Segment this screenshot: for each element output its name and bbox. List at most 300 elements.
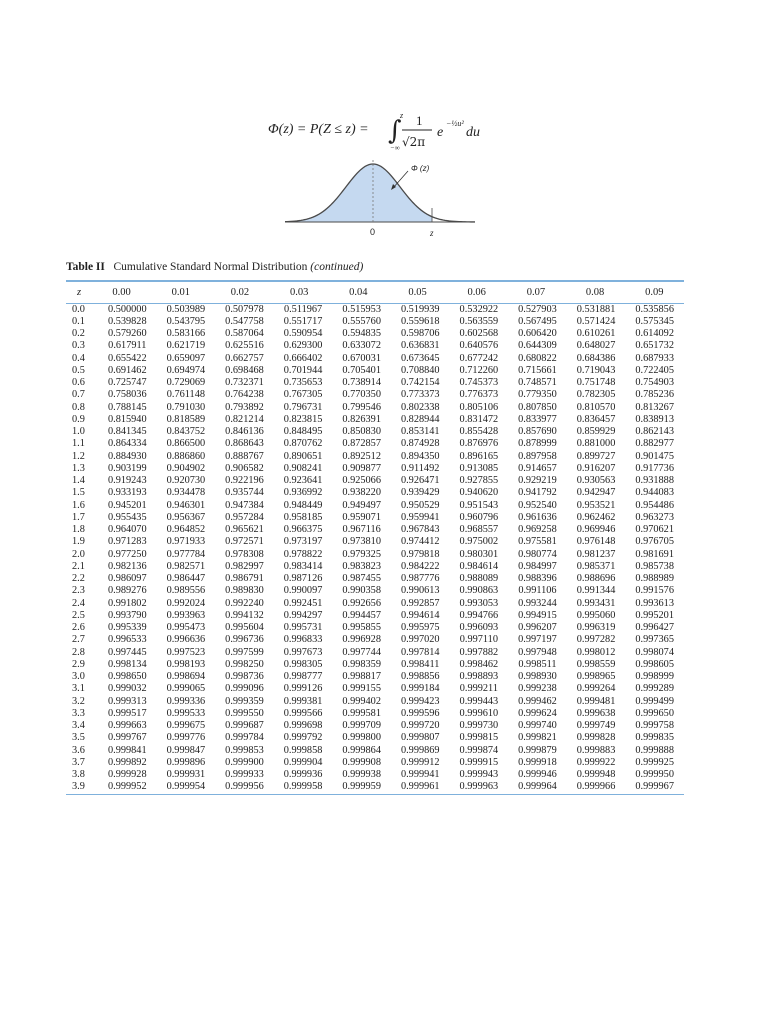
cell-value: 0.999853 [225,744,264,756]
cell-value: 0.999032 [107,683,147,695]
table-row [66,389,684,401]
cell-value: 0.985371 [576,560,616,572]
table-row [66,683,684,695]
cell-value: 0.644309 [518,340,557,352]
cell-value: 0.999958 [283,781,323,793]
cell-value: 0.959941 [400,511,440,523]
cell-value: 0.999928 [107,769,147,780]
cell-value: 0.999740 [518,720,557,731]
cell-value: 0.933193 [107,487,147,499]
cell-value: 0.999481 [576,695,616,707]
cell-value: 0.979325 [342,548,381,560]
cell-value: 0.999952 [107,781,147,793]
cell-value: 0.995975 [400,622,440,633]
cell-value: 0.515953 [342,303,381,315]
table-row [66,708,684,720]
cell-value: 0.997882 [459,646,499,658]
cell-value: 0.500000 [107,303,147,315]
cell-value: 0.959071 [342,511,381,523]
cell-value: 0.999443 [459,695,499,707]
cell-value: 0.995473 [166,622,206,633]
table-row [66,720,684,732]
column-header: 0.00 [112,286,131,298]
cell-value: 0.888767 [225,450,264,462]
table-row [66,426,684,438]
cell-value: 0.767305 [283,389,323,401]
cell-value: 0.998930 [518,671,557,682]
cell-value: 0.796731 [283,401,323,413]
cell-value: 0.870762 [283,438,323,450]
cell-value: 0.997020 [400,634,440,646]
cell-value: 0.998650 [107,671,147,682]
cell-value: 0.751748 [576,377,616,388]
cell-value: 0.962462 [576,511,616,523]
table-row [66,647,684,659]
cell-value: 0.993431 [576,597,616,609]
cell-value: 0.983823 [342,560,381,572]
table-row [66,561,684,573]
cell-value: 0.677242 [459,352,499,364]
cell-value: 0.770350 [342,389,381,401]
table-row [66,585,684,597]
row-z-value: 2.0 [72,548,85,560]
cell-value: 0.999964 [518,781,557,793]
cell-value: 0.988696 [576,573,616,584]
row-z-value: 0.1 [72,315,85,327]
table-row [66,316,684,328]
cell-value: 0.848495 [283,426,323,437]
cell-value: 0.926471 [400,475,440,486]
cell-value: 0.955435 [107,511,147,523]
cell-value: 0.981691 [635,548,674,560]
cell-value: 0.633072 [342,340,381,352]
cell-value: 0.563559 [459,315,499,327]
cell-value: 0.999941 [400,769,440,780]
cell-value: 0.958185 [283,511,323,523]
cell-value: 0.973197 [283,536,323,548]
cell-value: 0.680822 [518,352,557,364]
cell-value: 0.998817 [342,671,381,682]
cell-value: 0.998694 [166,671,206,682]
table-row [66,671,684,683]
cell-value: 0.818589 [166,413,206,425]
cell-value: 0.996636 [166,634,206,646]
table-row [66,487,684,499]
cell-value: 0.503989 [166,303,206,315]
table-row [66,659,684,671]
cell-value: 0.996207 [518,622,557,633]
cell-value: 0.952540 [518,499,557,511]
column-header: 0.08 [585,286,605,298]
cell-value: 0.776373 [459,389,499,401]
cell-value: 0.994457 [342,609,381,621]
row-z-value: 1.2 [72,450,85,462]
cell-value: 0.621719 [166,340,206,352]
cell-value: 0.939429 [400,487,440,499]
cell-value: 0.594835 [342,328,381,339]
cell-value: 0.583166 [166,328,206,339]
cell-value: 0.999184 [400,683,440,695]
cell-value: 0.998359 [342,658,381,670]
cell-value: 0.999936 [283,769,323,780]
cell-value: 0.614092 [635,328,674,339]
row-z-value: 2.8 [72,646,85,658]
cell-value: 0.846136 [225,426,264,437]
cell-value: 0.983414 [283,560,323,572]
cell-value: 0.841345 [107,426,147,437]
cell-value: 0.876976 [459,438,499,450]
cell-value: 0.964852 [166,524,206,535]
cell-value: 0.999359 [225,695,264,707]
cell-value: 0.911492 [401,462,440,474]
cell-value: 0.984222 [400,560,440,572]
cell-value: 0.997599 [225,646,264,658]
cell-value: 0.859929 [576,426,616,437]
cell-value: 0.555760 [342,315,381,327]
cell-value: 0.998193 [166,658,206,670]
cell-value: 0.940620 [459,487,499,499]
cell-value: 0.732371 [225,377,264,388]
cell-value: 0.986791 [225,573,264,584]
row-z-value: 0.2 [72,328,85,339]
cell-value: 0.967843 [400,524,440,535]
cell-value: 0.666402 [283,352,323,364]
cell-value: 0.999815 [459,732,499,744]
cell-value: 0.625516 [225,340,264,352]
row-z-value: 1.6 [72,499,85,511]
cell-value: 0.998462 [459,658,499,670]
cell-value: 0.999938 [342,769,381,780]
cell-value: 0.999956 [225,781,264,793]
cell-value: 0.999211 [459,683,498,695]
cell-value: 0.996736 [225,634,264,646]
cell-value: 0.996427 [635,622,674,633]
axis-z-label: z [430,228,434,238]
cell-value: 0.729069 [166,377,206,388]
cell-value: 0.673645 [400,352,440,364]
cell-value: 0.982997 [225,560,264,572]
cell-value: 0.991576 [635,585,674,597]
cell-value: 0.999096 [225,683,264,695]
table-row [66,377,684,389]
cell-value: 0.990358 [342,585,381,597]
row-z-value: 3.9 [72,781,85,793]
cell-value: 0.999675 [166,720,206,731]
cell-value: 0.670031 [342,352,381,364]
cell-value: 0.999638 [576,707,616,719]
row-z-value: 3.1 [72,683,85,695]
cell-value: 0.999624 [518,707,557,719]
cell-value: 0.519939 [400,303,440,315]
column-header: 0.07 [526,286,546,298]
cell-value: 0.999155 [342,683,381,695]
cell-value: 0.988089 [459,573,499,584]
table-bottom-rule [66,794,684,796]
cell-value: 0.535856 [635,303,674,315]
table-row [66,438,684,450]
cell-value: 0.590954 [283,328,323,339]
cell-value: 0.934478 [166,487,206,499]
cell-value: 0.997744 [342,646,381,658]
cell-value: 0.567495 [518,315,557,327]
cell-value: 0.999943 [459,769,499,780]
cell-value: 0.999767 [107,732,147,744]
cell-value: 0.999800 [342,732,381,744]
row-z-value: 3.4 [72,720,85,731]
cell-value: 0.742154 [400,377,440,388]
cell-value: 0.511967 [283,303,323,315]
cell-value: 0.982136 [107,560,147,572]
cell-value: 0.999918 [518,756,557,768]
cell-value: 0.799546 [342,401,381,413]
cell-value: 0.973810 [342,536,381,548]
cell-value: 0.629300 [283,340,323,352]
cell-value: 0.968557 [459,524,499,535]
cell-value: 0.864334 [107,438,147,450]
row-z-value: 0.9 [72,413,85,425]
cell-value: 0.997282 [576,634,616,646]
cell-value: 0.791030 [166,401,206,413]
cell-value: 0.853141 [400,426,440,437]
column-header: 0.09 [645,286,664,298]
cell-value: 0.998965 [576,671,616,682]
column-header: 0.06 [467,286,486,298]
cell-value: 0.698468 [225,364,264,376]
cell-value: 0.966375 [283,524,323,535]
table-row [66,732,684,744]
cell-value: 0.999423 [400,695,440,707]
cell-value: 0.602568 [459,328,499,339]
cell-value: 0.897958 [518,450,557,462]
cell-value: 0.999663 [107,720,147,731]
cell-value: 0.610261 [576,328,616,339]
cell-value: 0.977250 [107,548,147,560]
row-z-value: 2.4 [72,597,85,609]
cell-value: 0.995339 [107,622,147,633]
cell-value: 0.999776 [166,732,206,744]
cell-value: 0.606420 [518,328,557,339]
cell-value: 0.994614 [400,609,440,621]
table-row [66,757,684,769]
cell-value: 0.999238 [518,683,557,695]
cell-value: 0.992857 [400,597,440,609]
fraction-numerator: 1 [416,113,423,128]
cell-value: 0.810570 [576,401,616,413]
cell-value: 0.999065 [166,683,206,695]
cell-value: 0.990863 [459,585,499,597]
differential: du [466,125,480,140]
cell-value: 0.997948 [518,646,557,658]
cell-value: 0.999698 [283,720,323,731]
cell-value: 0.970621 [635,524,674,535]
cell-value: 0.965621 [225,524,264,535]
cell-value: 0.990097 [283,585,323,597]
cell-value: 0.987126 [283,573,323,584]
cell-value: 0.957284 [225,511,264,523]
cell-value: 0.999709 [342,720,381,731]
cell-value: 0.694974 [166,364,206,376]
cell-value: 0.823815 [283,413,323,425]
cell-value: 0.994297 [283,609,323,621]
cell-value: 0.999963 [459,781,499,793]
table-row [66,500,684,512]
cell-value: 0.916207 [576,462,616,474]
row-z-value: 0.4 [72,352,85,364]
cell-value: 0.976148 [576,536,616,548]
row-z-value: 3.7 [72,756,85,768]
cell-value: 0.571424 [576,315,616,327]
cell-value: 0.999954 [166,781,206,793]
cell-value: 0.999821 [518,732,557,744]
row-z-value: 2.2 [72,573,85,584]
table-row [66,365,684,377]
table-row [66,414,684,426]
cell-value: 0.997673 [283,646,323,658]
cell-value: 0.931888 [635,475,674,486]
row-z-value: 1.1 [72,438,85,450]
cell-value: 0.994915 [518,609,557,621]
cell-value: 0.999847 [166,744,206,756]
cell-value: 0.999807 [400,732,440,744]
cell-value: 0.979818 [400,548,440,560]
exponent: −½u² [446,119,464,128]
cell-value: 0.986447 [166,573,206,584]
cell-value: 0.617911 [108,340,147,352]
cell-value: 0.712260 [459,364,499,376]
column-header: 0.03 [289,286,309,298]
cell-value: 0.999950 [635,769,674,780]
label-leader-line [393,171,408,188]
cell-value: 0.961636 [518,511,557,523]
cell-value: 0.539828 [107,315,147,327]
cell-value: 0.903199 [107,462,147,474]
row-z-value: 2.9 [72,658,85,670]
cell-value: 0.906582 [225,462,264,474]
cell-value: 0.993790 [107,609,147,621]
normal-curve-figure [280,150,480,240]
cell-value: 0.708840 [400,364,440,376]
row-z-value: 3.8 [72,769,85,780]
cell-value: 0.999596 [400,707,440,719]
cell-value: 0.890651 [283,450,323,462]
cell-value: 0.999966 [576,781,616,793]
cdf-table [66,282,684,303]
cell-value: 0.984997 [518,560,557,572]
cell-value: 0.919243 [107,475,147,486]
cell-value: 0.945201 [107,499,147,511]
cell-value: 0.882977 [635,438,674,450]
cell-value: 0.872857 [342,438,381,450]
cell-value: 0.996533 [107,634,147,646]
table-row [66,475,684,487]
cell-value: 0.995604 [225,622,264,633]
cell-value: 0.971933 [166,536,206,548]
cell-value: 0.990613 [400,585,440,597]
row-z-value: 3.3 [72,707,85,719]
cell-value: 0.999961 [400,781,440,793]
cell-value: 0.999289 [635,683,674,695]
cell-value: 0.997110 [459,634,498,646]
cell-value: 0.999912 [400,756,440,768]
cell-value: 0.999925 [635,756,674,768]
cell-value: 0.551717 [283,315,323,327]
row-z-value: 0.0 [72,303,85,315]
table-row [66,634,684,646]
cell-value: 0.579260 [107,328,147,339]
cell-value: 0.999336 [166,695,206,707]
cell-value: 0.975002 [459,536,499,548]
cell-value: 0.999888 [635,744,674,756]
cell-value: 0.782305 [576,389,616,401]
integral-lower-limit: −∞ [390,144,400,152]
cell-value: 0.935744 [225,487,264,499]
cell-value: 0.999967 [635,781,674,793]
cell-value: 0.985738 [635,560,674,572]
cell-value: 0.999402 [342,695,381,707]
cell-value: 0.997523 [166,646,206,658]
row-z-value: 0.5 [72,364,85,376]
cell-value: 0.999864 [342,744,381,756]
cell-value: 0.999581 [342,707,381,719]
cell-value: 0.993244 [518,597,557,609]
cell-value: 0.684386 [576,352,616,364]
cell-value: 0.991106 [518,585,557,597]
table-row [66,402,684,414]
cell-value: 0.991802 [107,597,147,609]
cell-value: 0.896165 [459,450,499,462]
cell-value: 0.999313 [107,695,147,707]
cell-value: 0.999126 [283,683,323,695]
cell-value: 0.999462 [518,695,557,707]
cell-value: 0.941792 [518,487,557,499]
cell-value: 0.807850 [518,401,557,413]
cell-value: 0.701944 [283,364,323,376]
cell-value: 0.659097 [166,352,206,364]
cell-value: 0.999915 [459,756,499,768]
cell-value: 0.999933 [225,769,264,780]
cell-value: 0.999720 [400,720,440,731]
cell-value: 0.993963 [166,609,206,621]
cell-value: 0.992024 [166,597,206,609]
cell-value: 0.927855 [459,475,499,486]
cell-value: 0.929219 [518,475,557,486]
cell-value: 0.908241 [283,462,323,474]
formula-lhs: Φ(z) = P(Z ≤ z) = [268,122,369,137]
cell-value: 0.951543 [459,499,499,511]
cell-value: 0.913085 [459,462,499,474]
integral-upper-limit: z [400,111,404,120]
cell-value: 0.977784 [166,548,206,560]
cell-value: 0.975581 [518,536,557,548]
table-row [66,769,684,781]
cell-value: 0.999959 [342,781,381,793]
cell-value: 0.982571 [166,560,206,572]
cell-value: 0.691462 [107,364,147,376]
cell-value: 0.999381 [283,695,323,707]
cell-value: 0.662757 [225,352,264,364]
table-row [66,745,684,757]
cell-value: 0.805106 [459,401,499,413]
cell-value: 0.998559 [576,658,616,670]
cell-value: 0.998777 [283,671,323,682]
column-header: 0.04 [349,286,368,298]
cell-value: 0.996833 [283,634,323,646]
cell-value: 0.948449 [283,499,323,511]
cell-value: 0.828944 [400,413,440,425]
cell-value: 0.995201 [635,609,674,621]
cell-value: 0.868643 [225,438,264,450]
cell-value: 0.894350 [400,450,440,462]
